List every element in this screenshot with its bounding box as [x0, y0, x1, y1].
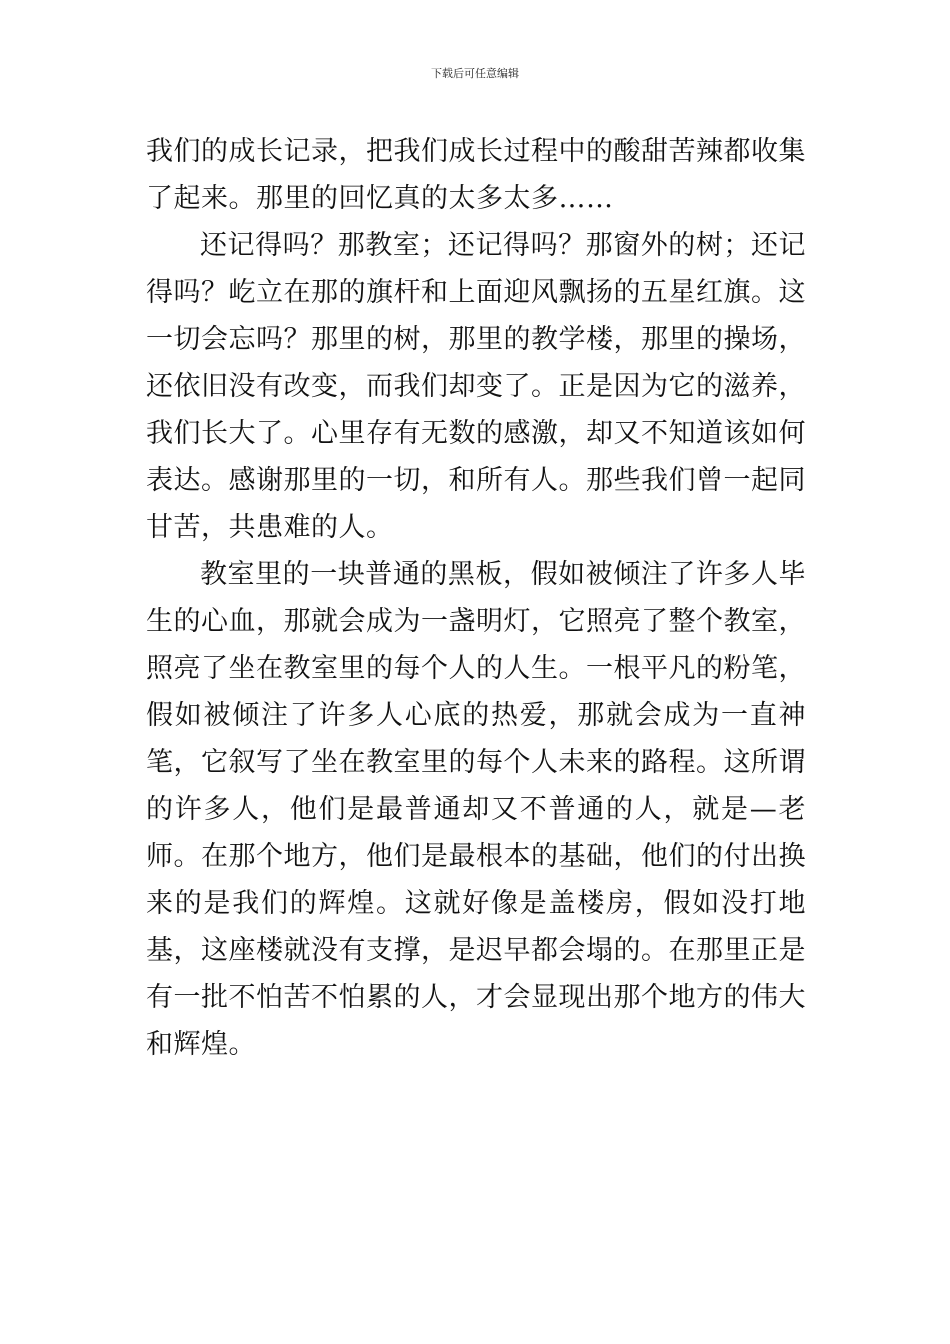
paragraph-3: 教室里的一块普通的黑板，假如被倾注了许多人毕生的心血，那就会成为一盏明灯，它照亮了整个教室，照亮了坐在教室里的每个人的人生。一根平凡的粉笔，假如被倾注了许多人心底的热爱，那就会成为一直神笔，它叙写了坐在教室里的每个人未来的路程。这所谓的许多人，他们是最普通却又不普通的人，就是—老师。在那个地方，他们是最根本的基础，他们的付出换来的是我们的辉煌。这就好像是盖楼房，假如没打地基，这座楼就没有支撑，是迟早都会塌的。在那里正是有一批不怕苦不怕累的人，才会显现出那个地方的伟大和辉煌。: [146, 559, 806, 1060]
paragraph-1: 我们的成长记录，把我们成长过程中的酸甜苦辣都收集了起来。那里的回忆真的太多太多……: [146, 136, 806, 214]
page-header: 下载后可任意编辑: [431, 67, 519, 80]
document-body: [146, 128, 806, 1068]
paragraph-2: 还记得吗？那教室；还记得吗？那窗外的树；还记得吗？屹立在那的旗杆和上面迎风飘扬的五星红旗。这一切会忘吗？那里的树，那里的教学楼，那里的操场，还依旧没有改变，而我们却变了。正是因为它的滋养，我们长大了。心里存有无数的感激，却又不知道该如何表达。感谢那里的一切，和所有人。那些我们曾一起同甘苦，共患难的人。: [146, 230, 806, 543]
